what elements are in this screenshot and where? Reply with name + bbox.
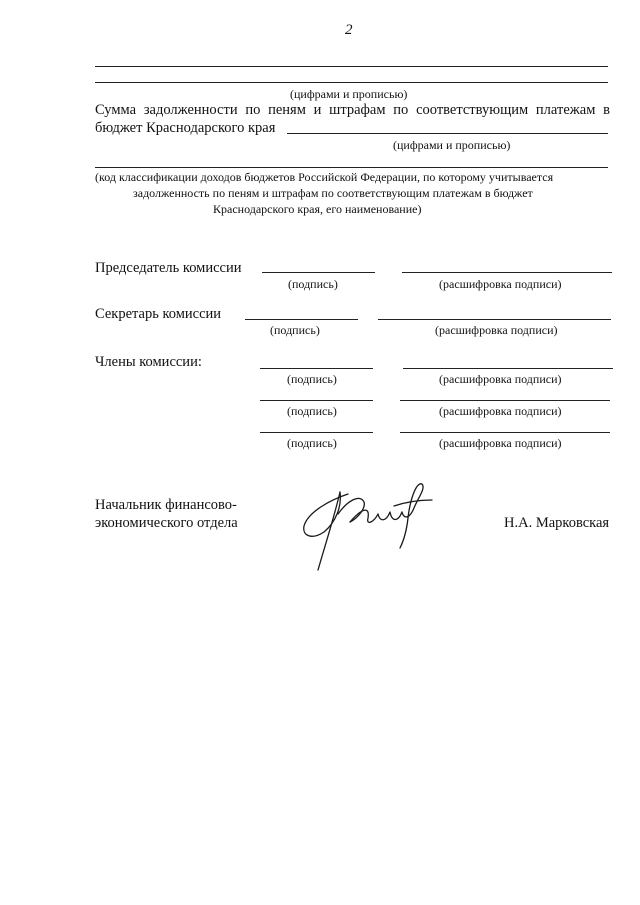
member3-decode-line: [400, 432, 610, 433]
penalty-amount-line: [287, 133, 608, 134]
member2-decode-caption: (расшифровка подписи): [439, 404, 562, 418]
member3-sign-line: [260, 432, 373, 433]
head-title-line2: экономического отдела: [95, 515, 238, 531]
members-label: Члены комиссии:: [95, 354, 202, 370]
head-name: Н.А. Марковская: [504, 515, 610, 531]
chairman-label: Председатель комиссии: [95, 260, 242, 276]
member1-decode-caption: (расшифровка подписи): [439, 372, 562, 386]
chairman-decode-line: [402, 272, 612, 273]
chairman-sign-caption: (подпись): [288, 277, 338, 291]
secretary-decode-line: [378, 319, 611, 320]
top-blank-line-2: [95, 82, 608, 83]
secretary-decode-caption: (расшифровка подписи): [435, 323, 558, 337]
secretary-label: Секретарь комиссии: [95, 306, 222, 322]
secretary-sign-caption: (подпись): [270, 323, 320, 337]
penalty-amount-caption: (цифрами и прописью): [393, 138, 511, 152]
penalty-text-line1: Сумма задолженности по пеням и штрафам по соответствующим платежам в: [95, 102, 610, 118]
member3-decode-caption: (расшифровка подписи): [439, 436, 562, 450]
member2-sign-line: [260, 400, 373, 401]
top-amount-caption: (цифрами и прописью): [290, 87, 408, 101]
member2-decode-line: [400, 400, 610, 401]
head-title-line1: Начальник финансово-: [95, 497, 237, 513]
page-number: 2: [345, 22, 353, 38]
chairman-decode-caption: (расшифровка подписи): [439, 277, 562, 291]
penalty-text-line2: бюджет Краснодарского края: [95, 120, 276, 136]
member3-sign-caption: (подпись): [287, 436, 337, 450]
member1-decode-line: [403, 368, 613, 369]
chairman-sign-line: [262, 272, 375, 273]
secretary-sign-line: [245, 319, 358, 320]
top-blank-line-1: [95, 66, 608, 67]
handwritten-signature-icon: [290, 478, 440, 578]
classification-caption-line1: (код классификации доходов бюджетов Российской Федерации, по которому учитывается: [95, 170, 554, 184]
member1-sign-line: [260, 368, 373, 369]
classification-line: [95, 167, 608, 168]
classification-caption-line3: Краснодарского края, его наименование): [213, 202, 422, 216]
classification-caption-line2: задолженность по пеням и штрафам по соответствующим платежам в бюджет: [133, 186, 533, 200]
member2-sign-caption: (подпись): [287, 404, 337, 418]
member1-sign-caption: (подпись): [287, 372, 337, 386]
